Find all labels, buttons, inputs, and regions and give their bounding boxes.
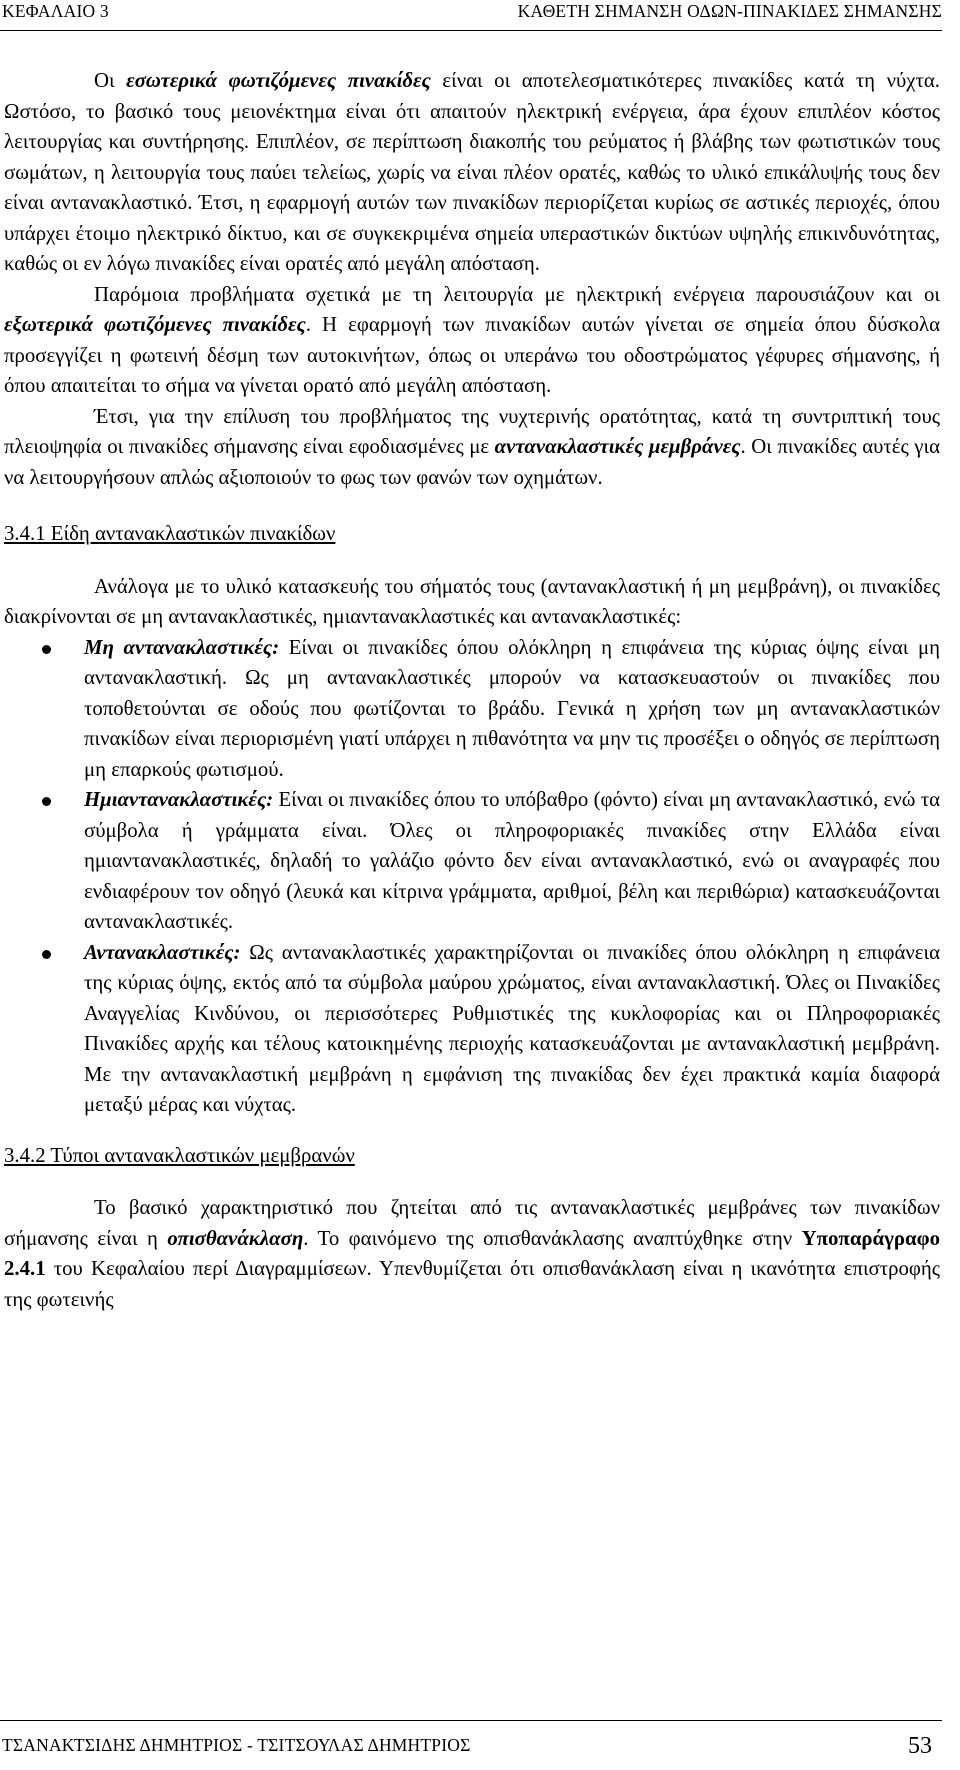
subparagraph-reference: Υποπαράγραφο 2.4.1 xyxy=(4,1226,940,1280)
paragraph-externally-lit: Παρόμοια προβλήματα σχετικά με τη λειτουργία με ηλεκτρική ενέργεια παρουσιάζουν και οι εξωτερικά φωτιζόμενες πινακίδες. Η εφαρμογή των πινακίδων αυτών γίνεται σε σημεία όπου δύσκολα προσεγγίζει η φωτεινή δέσμη των αυτοκινήτων, όπως οι υπεράνω του οδοστρώματος γέφυρες σήμανσης, ή όπου απαιτείται το σήμα να γίνεται ορατό από μεγάλη απόσταση. xyxy=(4,282,940,397)
bullet-icon xyxy=(42,797,51,806)
page-header xyxy=(0,0,942,31)
term-externally-lit: εξωτερικά φωτιζόμενες πινακίδες xyxy=(4,313,306,336)
page-body xyxy=(4,66,940,1315)
chapter-title: ΚΑΘΕΤΗ ΣΗΜΑΝΣΗ ΟΔΩΝ-ΠΙΝΑΚΙΔΕΣ ΣΗΜΑΝΣΗΣ xyxy=(517,1,942,21)
paragraph-reflective-membranes: Έτσι, για την επίλυση του προβλήματος της νυχτερινής ορατότητας, κατά τη συντριπτική τους πλειοψηφία οι πινακίδες σήμανσης είναι εφοδιασμένες με αντανακλαστικές μεμβράνες. Οι πινακίδες αυτές για να λειτουργήσουν απλώς αξιοποιούν το φως των φανών των οχημάτων. xyxy=(4,404,940,489)
list-item: Μη αντανακλαστικές: Είναι οι πινακίδες όπου ολόκληρη η επιφάνεια της κύριας όψης είναι μη αντανακλαστική. Ως μη αντανακλαστικές μπορούν να κατασκευαστούν οι πινακίδες που τοποθετούνται σε οδούς που φωτίζονται το βράδυ. Γενικά η χρήση των μη αντανακλαστικών πινακίδων είναι περιορισμένη γιατί υπάρχει η πιθανότητα να μην τις προσέξει ο οδηγός σε περίπτωση μη επαρκούς φωτισμού. xyxy=(4,633,940,786)
section-heading-3-4-1: 3.4.1 Είδη αντανακλαστικών πινακίδων xyxy=(4,522,336,545)
bullet-icon xyxy=(42,645,51,654)
section-heading-3-4-2: 3.4.2 Τύποι αντανακλαστικών μεμβρανών xyxy=(4,1143,355,1167)
page-number: 53 xyxy=(908,1733,932,1759)
term-retroreflection: οπισθανάκλαση xyxy=(167,1226,304,1250)
term-reflective-membranes: αντανακλαστικές μεμβράνες xyxy=(494,435,741,458)
authors: ΤΣΑΝΑΚΤΣΙΔΗΣ ΔΗΜΗΤΡΙΟΣ - ΤΣΙΤΣΟΥΛΑΣ ΔΗΜΗΤΡΙΟΣ xyxy=(2,1735,471,1755)
paragraph-retroreflection: Το βασικό χαρακτηριστικό που ζητείται από τις αντανακλαστικές μεμβράνες των πινακίδων σήμανσης είναι η οπισθανάκλαση. Το φαινόμενο της οπισθανάκλασης αναπτύχθηκε στην Υποπαράγραφο 2.4.1 του Κεφαλαίου περί Διαγραμμίσεων. Υπενθυμίζεται ότι οπισθανάκλαση είναι η ικανότητα επιστροφής της φωτεινής xyxy=(4,1196,940,1311)
bullet-icon xyxy=(42,950,51,959)
list-item-term: Μη αντανακλαστικές: xyxy=(84,635,280,659)
list-item: Ημιαντανακλαστικές: Είναι οι πινακίδες όπου το υπόβαθρο (φόντο) είναι μη αντανακλαστικό, ενώ τα σύμβολα ή γράμματα είναι. Όλες οι πληροφοριακές πινακίδες στην Ελλάδα είναι ημιαντανακλαστικές, δηλαδή το γαλάζιο φόντο δεν είναι αντανακλαστικό, ενώ οι αναγραφές που ενδιαφέρουν τον οδηγό (λευκά και κίτρινα γράμματα, αριθμοί, βέλη και περιθώρια) κατασκευάζονται αντανακλαστικές. xyxy=(4,785,940,938)
paragraph-internally-lit: Οι εσωτερικά φωτιζόμενες πινακίδες είναι οι αποτελεσματικότερες πινακίδες κατά τη νύχτα. Ωστόσο, το βασικό τους μειονέκτημα είναι ότι απαιτούν ηλεκτρική ενέργεια, άρα έχουν επιπλέον κόστος λειτουργίας και συντήρησης. Επιπλέον, σε περίπτωση διακοπής του ρεύματος ή βλάβης των φωτιστικών τους σωμάτων, η λειτουργία τους παύει τελείως, χωρίς να είναι πλέον ορατές, καθώς το υλικό επικάλυψής τους δεν είναι αντανακλαστικό. Έτσι, η εφαρμογή αυτών των πινακίδων περιορίζεται κυρίως σε αστικές περιοχές, όπου υπάρχει έτοιμο ηλεκτρικό δίκτυο, και σε συγκεκριμένα σημεία υπεραστικών δικτύων υψηλής επικινδυνότητας, καθώς οι εν λόγω πινακίδες είναι ορατές από μεγάλη απόσταση. xyxy=(4,69,940,275)
list-item: Αντανακλαστικές: Ως αντανακλαστικές χαρακτηρίζονται οι πινακίδες όπου ολόκληρη η επιφάνεια της κύριας όψης, εκτός από τα σύμβολα μαύρου χρώματος, είναι αντανακλαστική. Όλες οι Πινακίδες Αναγγελίας Κινδύνου, οι περισσότερες Ρυθμιστικές της κυκλοφορίας και οι Πληροφοριακές Πινακίδες αρχής και τέλους κατοικημένης περιοχής κατασκευάζονται με αντανακλαστική μεμβράνη. Με την αντανακλαστική μεμβράνη η εμφάνιση της πινακίδας δεν έχει πρακτικά καμία διαφορά μεταξύ μέρας και νύχτας. xyxy=(4,938,940,1121)
paragraph-sign-types-intro: Ανάλογα με το υλικό κατασκευής του σήματός τους (αντανακλαστική ή μη μεμβράνη), οι πινακίδες διακρίνονται σε μη αντανακλαστικές, ημιαντανακλαστικές και αντανακλαστικές: xyxy=(4,574,940,628)
sign-types-list xyxy=(4,633,940,1121)
page-footer xyxy=(0,1720,942,1761)
list-item-term: Ημιαντανακλαστικές: xyxy=(84,788,274,811)
term-internally-lit: εσωτερικά φωτιζόμενες πινακίδες xyxy=(126,69,431,92)
chapter-label: ΚΕΦΑΛΑΙΟ 3 xyxy=(2,1,109,21)
list-item-term: Αντανακλαστικές: xyxy=(84,940,241,964)
